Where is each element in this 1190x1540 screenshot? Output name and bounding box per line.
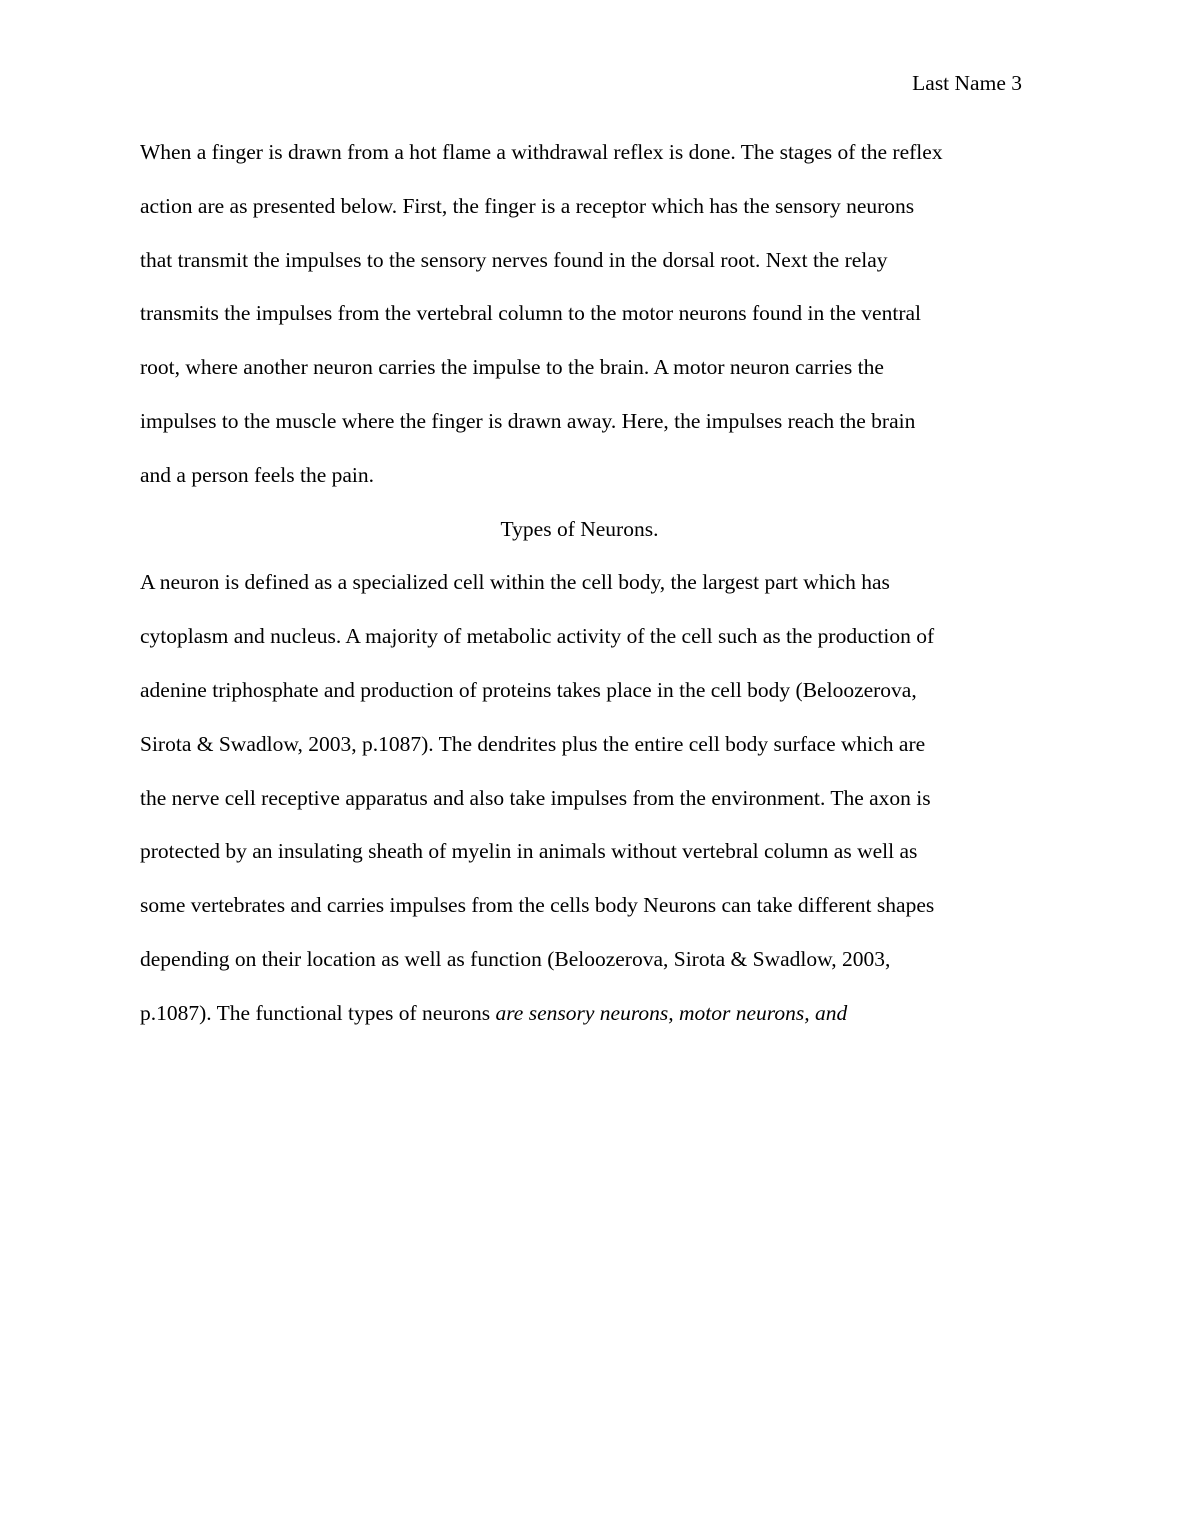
paragraph-line: root, where another neuron carries the impulse to the brain. A motor neuron carries the bbox=[140, 355, 884, 380]
paragraph-last-line bbox=[140, 987, 1025, 1041]
paragraph-line: the nerve cell receptive apparatus and also take impulses from the environment. The axon is bbox=[140, 785, 931, 810]
section-heading: Types of Neurons. bbox=[500, 516, 659, 541]
paragraph-line-regular-text: p.1087). The functional types of neurons bbox=[140, 1000, 496, 1025]
paragraph-line: Sirota & Swadlow, 2003, p.1087). The dendrites plus the entire cell body surface which are bbox=[140, 731, 926, 756]
paragraph-line: impulses to the muscle where the finger is drawn away. Here, the impulses reach the brain bbox=[140, 408, 916, 433]
paragraph-line: A neuron is defined as a specialized cell within the cell body, the largest part which has bbox=[140, 570, 890, 595]
paragraph-line: action are as presented below. First, the finger is a receptor which has the sensory neurons bbox=[140, 193, 915, 218]
paragraph-line: that transmit the impulses to the sensory nerves found in the dorsal root. Next the relay bbox=[140, 247, 888, 272]
paragraph-line: depending on their location as well as function (Beloozerova, Sirota & Swadlow, 2003, bbox=[140, 946, 891, 971]
paragraph-line: some vertebrates and carries impulses from the cells body Neurons can take different shapes bbox=[140, 893, 935, 918]
paragraph-line: adenine triphosphate and production of proteins takes place in the cell body (Beloozerova, bbox=[140, 677, 917, 702]
document-body bbox=[140, 126, 1025, 1041]
paragraph-line: and a person feels the pain. bbox=[140, 462, 375, 487]
paragraph-reflex-action bbox=[140, 126, 1025, 503]
paragraph-line: transmits the impulses from the vertebral column to the motor neurons found in the ventral bbox=[140, 301, 921, 326]
paragraph-line: cytoplasm and nucleus. A majority of metabolic activity of the cell such as the production of bbox=[140, 624, 935, 649]
paragraph-types-of-neurons bbox=[140, 556, 1025, 1040]
paragraph-line: When a finger is drawn from a hot flame a withdrawal reflex is done. The stages of the reflex bbox=[140, 140, 943, 164]
paragraph-line-italic-text: are sensory neurons, motor neurons, and bbox=[495, 1000, 848, 1025]
running-head: Last Name 3 bbox=[912, 71, 1022, 95]
paragraph-line: protected by an insulating sheath of myelin in animals without vertebral column as well as bbox=[140, 839, 918, 864]
